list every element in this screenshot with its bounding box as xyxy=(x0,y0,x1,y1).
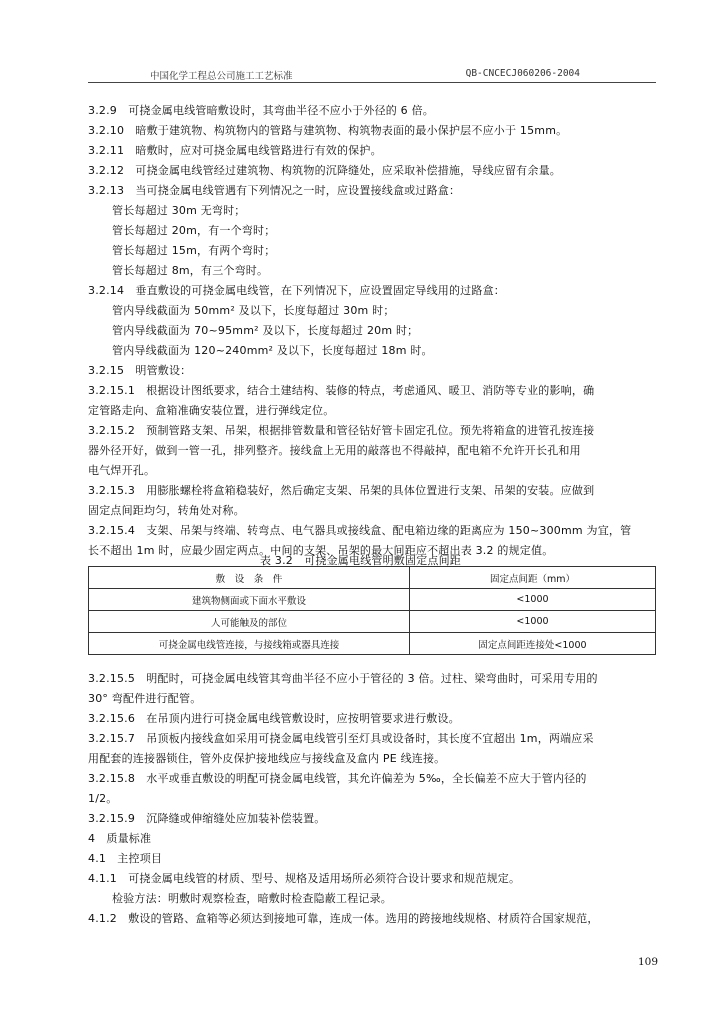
table-cell: 固定点间距连接处<1000 xyxy=(410,633,656,655)
text-line: 3.2.12 可挠金属电线管经过建筑物、构筑物的沉降缝处，应采取补偿措施，导线应留有余量。 xyxy=(88,164,561,177)
text-line: 3.2.11 暗敷时，应对可挠金属电线管路进行有效的保护。 xyxy=(88,144,382,157)
text-line: 1/2。 xyxy=(88,792,118,805)
text-line: 4.1.1 可挠金属电线管的材质、型号、规格及适用场所必须符合设计要求和规范规定。 xyxy=(88,872,521,885)
header-title: 中国化学工程总公司施工工艺标准 xyxy=(150,71,293,82)
text-line: 3.2.14 垂直敷设的可挠金属电线管，在下列情况下，应设置固定导线用的过路盒： xyxy=(88,284,505,297)
text-line: 检验方法：明敷时观察检查，暗敷时检查隐蔽工程记录。 xyxy=(112,892,392,905)
text-line: 管内导线截面为 70~95mm² 及以下，长度每超过 20m 时； xyxy=(112,324,419,337)
text-line: 3.2.15.3 用膨胀螺栓将盒箱稳装好，然后确定支架、吊架的具体位置进行支架、吊架的安装。应做到 xyxy=(88,484,595,497)
text-line: 3.2.15.2 预制管路支架、吊架，根据排管数量和管径钻好管卡固定孔位。预先将箱盒的进管孔按连接 xyxy=(88,424,595,437)
text-line: 3.2.15.6 在吊顶内进行可挠金属电线管敷设时，应按明管要求进行敷设。 xyxy=(88,712,460,725)
text-line: 4.1.2 敷设的管路、盒箱等必须达到接地可靠，连成一体。选用的跨接地线规格、材质符合国家规范， xyxy=(88,912,599,925)
text-line: 3.2.15.1 根据设计图纸要求，结合土建结构、装修的特点，考虑通风、暖卫、消防等专业的影响，确 xyxy=(88,384,595,397)
text-line: 3.2.15.9 沉降缝或伸缩缝处应加装补偿装置。 xyxy=(88,812,326,825)
table-row xyxy=(89,589,656,611)
text-line: 30° 弯配件进行配管。 xyxy=(88,692,202,705)
section-heading: 4 质量标准 xyxy=(88,832,152,845)
table-cell: 建筑物侧面或下面水平敷设 xyxy=(89,589,410,611)
text-line: 管长每超过 20m，有一个弯时； xyxy=(112,224,276,237)
page-number: 109 xyxy=(638,956,659,968)
page-header xyxy=(88,66,656,82)
table-cell: 人可能触及的部位 xyxy=(89,611,410,633)
text-line: 固定点间距均匀，转角处对称。 xyxy=(88,504,245,517)
text-line: 3.2.9 可挠金属电线管暗敷设时，其弯曲半径不应小于外径的 6 倍。 xyxy=(88,104,434,117)
text-line: 用配套的连接器锁住，管外皮保护接地线应与接线盒及盒内 PE 线连接。 xyxy=(88,752,446,765)
text-line: 电气焊开孔。 xyxy=(88,464,156,477)
text-line: 管内导线截面为 50mm² 及以下，长度每超过 30m 时； xyxy=(112,304,395,317)
table-row xyxy=(89,611,656,633)
table-cell: <1000 xyxy=(410,611,656,633)
table-caption: 表 3.2 可挠金属电线管明敷固定点间距 xyxy=(260,554,461,567)
text-line: 管长每超过 15m，有两个弯时； xyxy=(112,244,276,257)
fixing-distance-table xyxy=(88,566,656,655)
text-line: 3.2.15.7 吊顶板内接线盒如采用可挠金属电线管引至灯具或设备时，其长度不宜超出 1m，两端应采 xyxy=(88,732,594,745)
text-line: 3.2.15.8 水平或垂直敷设的明配可挠金属电线管，其允许偏差为 5‰，全长偏差不应大于管内径的 xyxy=(88,772,587,785)
text-line: 长不超出 1m 时，应最少固定两点。中间的支架、吊架的最大间距应不超出表 3.2 的规定值。 xyxy=(88,544,554,557)
text-line: 3.2.13 当可挠金属电线管遇有下列情况之一时，应设置接线盒或过路盒： xyxy=(88,184,461,197)
table-header-cell: 敷 设 条 件 xyxy=(89,567,410,589)
text-line: 3.2.15.5 明配时，可挠金属电线管其弯曲半径不应小于管径的 3 倍。过柱、梁弯曲时，可采用专用的 xyxy=(88,672,598,685)
table-cell: 可挠金属电线管连接，与接线箱或器具连接 xyxy=(89,633,410,655)
text-line: 3.2.15.4 支架、吊架与终端、转弯点、电气器具或接线盒、配电箱边缘的距离应为 150~300mm 为宜，管 xyxy=(88,524,632,537)
text-line: 管长每超过 30m 无弯时； xyxy=(112,204,246,217)
text-line: 定管路走向、盒箱准确安装位置，进行弹线定位。 xyxy=(88,404,335,417)
table-cell: <1000 xyxy=(410,589,656,611)
table-header-row xyxy=(89,567,656,589)
text-line: 管内导线截面为 120~240mm² 及以下，长度每超过 18m 时。 xyxy=(112,344,433,357)
header-divider xyxy=(88,82,656,83)
section-heading: 4.1 主控项目 xyxy=(88,852,163,865)
header-code: QB-CNCECJ060206-2004 xyxy=(465,68,580,79)
table-row xyxy=(89,633,656,655)
text-line: 管长每超过 8m，有三个弯时。 xyxy=(112,264,269,277)
table-header-cell: 固定点间距（mm） xyxy=(410,567,656,589)
text-line: 器外径开好，做到一管一孔，排列整齐。接线盒上无用的敲落也不得敲掉，配电箱不允许开长孔和用 xyxy=(88,444,581,457)
text-line: 3.2.15 明管敷设： xyxy=(88,364,192,377)
text-line: 3.2.10 暗敷于建筑物、构筑物内的管路与建筑物、构筑物表面的最小保护层不应小于 15mm。 xyxy=(88,124,568,137)
